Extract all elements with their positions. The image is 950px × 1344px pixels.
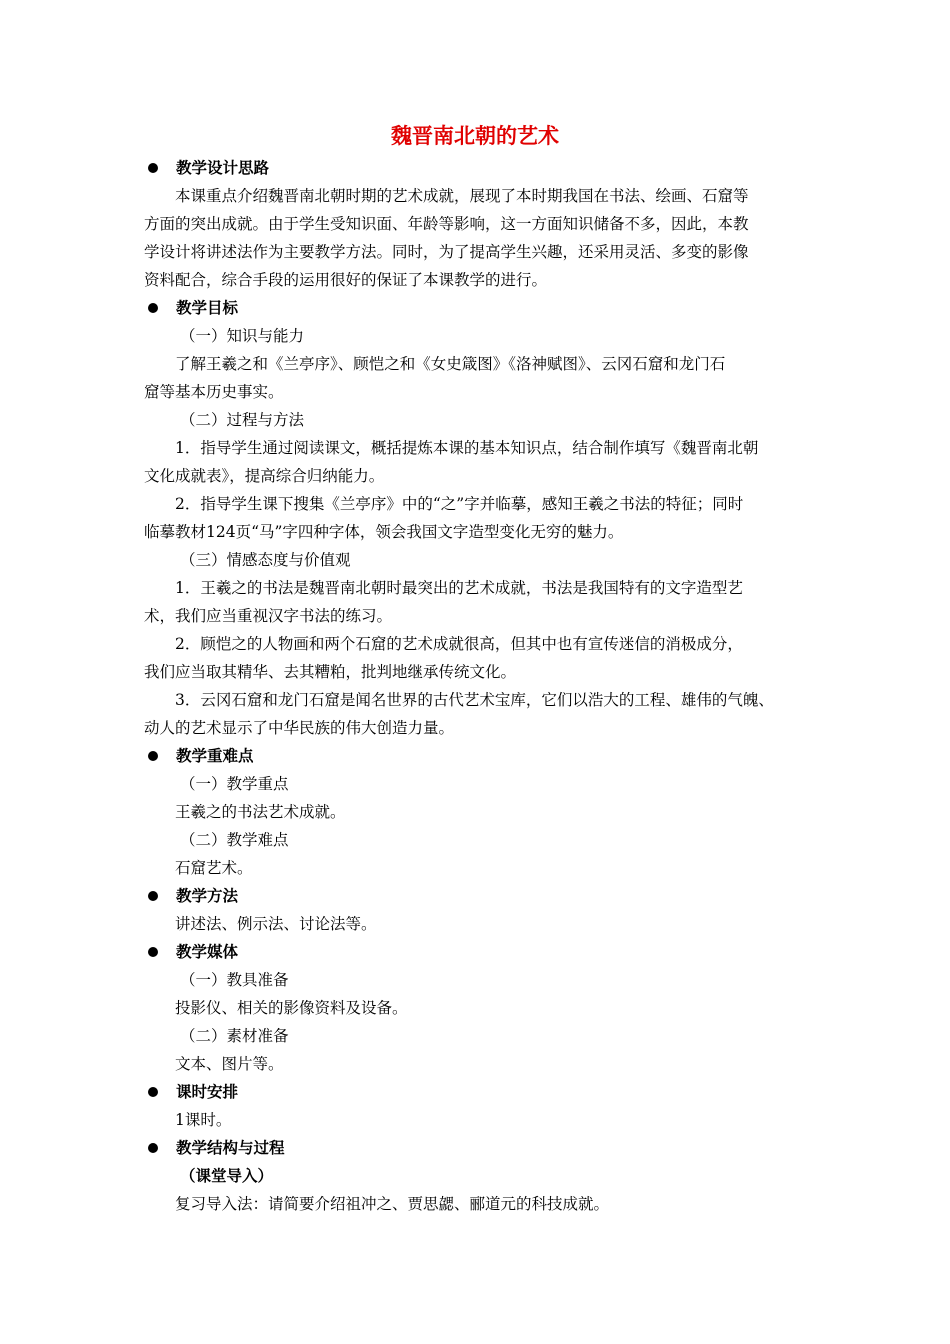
section-heading-text: 教学方法: [176, 887, 239, 905]
section-heading-keypoints: [144, 742, 824, 770]
bullet-icon: [148, 751, 158, 761]
subsection-heading: （一）教具准备: [180, 971, 289, 989]
paragraph-line: 1．指导学生通过阅读课文，概括提炼本课的基本知识点，结合制作填写《魏晋南北朝: [175, 439, 759, 457]
subsection-heading: （一）知识与能力: [180, 327, 305, 345]
paragraph-line: 了解王羲之和《兰亭序》、顾恺之和《女史箴图》《洛神赋图》、云冈石窟和龙门石: [175, 355, 726, 373]
bullet-icon: [148, 891, 158, 901]
bullet-icon: [148, 163, 158, 173]
section-heading-media: [144, 938, 824, 966]
section-heading-goals: [144, 294, 824, 322]
subsection-heading: （二）教学难点: [180, 831, 289, 849]
paragraph-line: 窟等基本历史事实。: [144, 383, 284, 401]
paragraph-line: 临摹教材124页“马”字四种字体，领会我国文字造型变化无穷的魅力。: [144, 523, 624, 541]
paragraph-line: 王羲之的书法艺术成就。: [175, 803, 346, 821]
paragraph-line: 术，我们应当重视汉字书法的练习。: [144, 607, 393, 625]
document-body: [144, 154, 824, 1218]
paragraph-line: 动人的艺术显示了中华民族的伟大创造力量。: [144, 719, 455, 737]
paragraph-line: 资料配合，综合手段的运用很好的保证了本课教学的进行。: [144, 271, 548, 289]
document-title: 魏晋南北朝的艺术: [391, 124, 559, 148]
subsection-heading: （二）过程与方法: [180, 411, 305, 429]
section-heading-text: 课时安排: [176, 1083, 239, 1101]
bullet-icon: [148, 303, 158, 313]
paragraph-line: 本课重点介绍魏晋南北朝时期的艺术成就，展现了本时期我国在书法、绘画、石窟等: [175, 187, 749, 205]
section-heading-text: 教学重难点: [176, 747, 254, 765]
bullet-icon: [148, 947, 158, 957]
paragraph-line: 3．云冈石窟和龙门石窟是闻名世界的古代艺术宝库，它们以浩大的工程、雄伟的气魄、: [175, 691, 774, 709]
paragraph-line: 2．指导学生课下搜集《兰亭序》中的“之”字并临摹，感知王羲之书法的特征；同时: [175, 495, 744, 513]
subsection-heading: （一）教学重点: [180, 775, 289, 793]
paragraph-line: 石窟艺术。: [175, 859, 253, 877]
paragraph-line: 讲述法、例示法、讨论法等。: [175, 915, 377, 933]
paragraph-line: 方面的突出成就。由于学生受知识面、年龄等影响，这一方面知识储备不多，因此，本教: [144, 215, 749, 233]
bullet-icon: [148, 1087, 158, 1097]
paragraph-line: 复习导入法：请简要介绍祖冲之、贾思勰、郦道元的科技成就。: [175, 1195, 610, 1213]
paragraph-line: 投影仪、相关的影像资料及设备。: [175, 999, 408, 1017]
bullet-icon: [148, 1143, 158, 1153]
subsection-heading: （课堂导入）: [180, 1167, 274, 1185]
subsection-heading: （三）情感态度与价值观: [180, 551, 351, 569]
paragraph-line: 2．顾恺之的人物画和两个石窟的艺术成就很高，但其中也有宣传迷信的消极成分，: [175, 635, 743, 653]
section-heading-methods: [144, 882, 824, 910]
paragraph-line: 1课时。: [175, 1111, 232, 1129]
section-heading-text: 教学媒体: [176, 943, 239, 961]
paragraph-line: 文本、图片等。: [175, 1055, 284, 1073]
section-heading-structure: [144, 1134, 824, 1162]
section-heading-design: [144, 154, 824, 182]
paragraph-line: 1．王羲之的书法是魏晋南北朝时最突出的艺术成就，书法是我国特有的文字造型艺: [175, 579, 743, 597]
section-heading-schedule: [144, 1078, 824, 1106]
section-heading-text: 教学目标: [176, 299, 239, 317]
subsection-heading: （二）素材准备: [180, 1027, 289, 1045]
section-heading-text: 教学设计思路: [176, 159, 270, 177]
paragraph-line: 文化成就表》，提高综合归纳能力。: [144, 467, 385, 485]
section-heading-text: 教学结构与过程: [176, 1139, 285, 1157]
paragraph-line: 学设计将讲述法作为主要教学方法。同时，为了提高学生兴趣，还采用灵活、多变的影像: [144, 243, 749, 261]
paragraph-line: 我们应当取其精华、去其糟粕，批判地继承传统文化。: [144, 663, 517, 681]
